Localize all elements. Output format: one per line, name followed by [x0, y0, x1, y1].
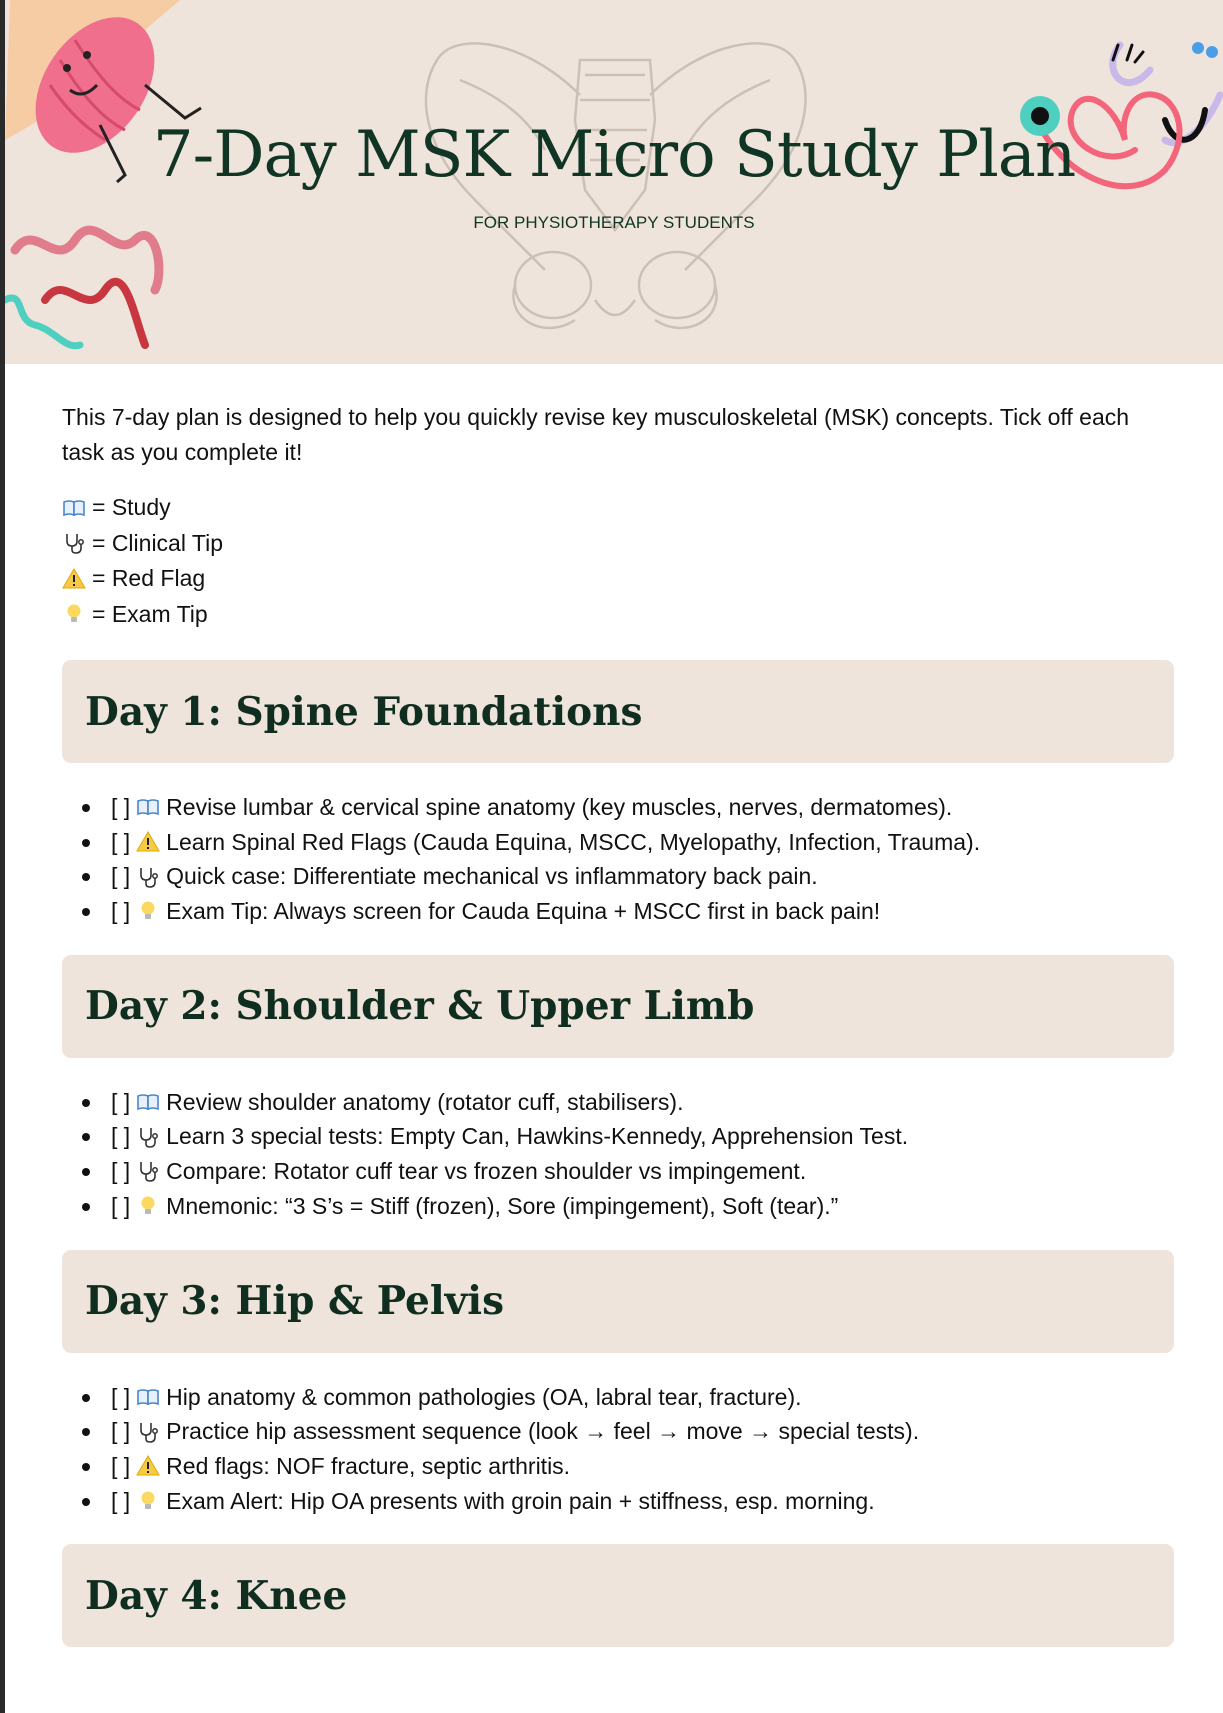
icon-legend: [62, 490, 1174, 632]
task-item: [62, 1414, 1174, 1449]
legend-label: = Red Flag: [92, 565, 206, 591]
task-checkbox[interactable]: [ ]: [111, 1158, 131, 1185]
day-4-header: [62, 1544, 1174, 1647]
task-checkbox[interactable]: [ ]: [111, 898, 131, 925]
task-text: Mnemonic: “3 S’s = Stiff (frozen), Sore (impingement), Soft (tear).”: [166, 1192, 839, 1219]
task-checkbox[interactable]: [ ]: [111, 1418, 131, 1445]
stethoscope-icon: [136, 865, 160, 889]
warning-icon: [136, 1454, 160, 1478]
task-checkbox[interactable]: [ ]: [111, 1383, 131, 1410]
legend-item-clinical-tip: [62, 526, 1174, 562]
warning-icon: [62, 567, 86, 591]
day-1-header: [62, 660, 1174, 763]
task-item: [62, 1380, 1174, 1415]
task-item: [62, 790, 1174, 825]
task-text: Exam Alert: Hip OA presents with groin pain + stiffness, esp. morning.: [166, 1487, 875, 1514]
day-1-task-list: [62, 790, 1174, 929]
task-text: Compare: Rotator cuff tear vs frozen shoulder vs impingement.: [166, 1158, 807, 1185]
page-subtitle: FOR PHYSIOTHERAPY STUDENTS: [473, 213, 755, 232]
legend-label: = Clinical Tip: [92, 529, 224, 556]
task-text: Exam Tip: Always screen for Cauda Equina + MSCC first in back pain!: [166, 898, 881, 925]
task-text: Revise lumbar & cervical spine anatomy (key muscles, nerves, dermatomes).: [166, 794, 953, 820]
day-title: Day 3: Hip & Pelvis: [85, 1278, 505, 1324]
task-item: [62, 894, 1174, 929]
task-checkbox[interactable]: [ ]: [111, 1192, 131, 1219]
header-banner: [5, 0, 1223, 364]
lightbulb-icon: [62, 602, 86, 626]
task-checkbox[interactable]: [ ]: [111, 1088, 131, 1115]
legend-item-exam-tip: [62, 597, 1174, 633]
task-text: Quick case: Differentiate mechanical vs inflammatory back pain.: [166, 863, 818, 890]
day-2-header: [62, 955, 1174, 1058]
book-icon: [136, 795, 160, 819]
stethoscope-icon: [136, 1125, 160, 1149]
intro-paragraph: This 7-day plan is designed to help you quickly revise key musculoskeletal (MSK) concepts. Tick off each task as you complete it!: [62, 404, 1130, 465]
task-text: Hip anatomy & common pathologies (OA, labral tear, fracture).: [166, 1383, 802, 1410]
task-item: [62, 1119, 1174, 1154]
task-checkbox[interactable]: [ ]: [111, 828, 131, 855]
task-item: [62, 1449, 1174, 1484]
day-title: Day 2: Shoulder & Upper Limb: [85, 983, 755, 1030]
stethoscope-icon: [62, 531, 86, 555]
task-item: [62, 859, 1174, 894]
legend-item-red-flag: [62, 561, 1174, 597]
document-body: [62, 400, 1174, 1647]
stethoscope-icon: [136, 1159, 160, 1183]
task-item: [62, 825, 1174, 860]
day-title: Day 1: Spine Foundations: [85, 688, 643, 735]
day-3-task-list: [62, 1380, 1174, 1519]
task-checkbox[interactable]: [ ]: [111, 863, 131, 890]
book-icon: [136, 1385, 160, 1409]
day-title: Day 4: Knee: [85, 1572, 348, 1619]
task-checkbox[interactable]: [ ]: [111, 1123, 131, 1150]
lightbulb-icon: [136, 1194, 160, 1218]
day-2-task-list: [62, 1085, 1174, 1224]
task-checkbox[interactable]: [ ]: [111, 794, 131, 820]
day-3-header: [62, 1250, 1174, 1353]
task-item: [62, 1484, 1174, 1519]
task-text: Review shoulder anatomy (rotator cuff, stabilisers).: [166, 1088, 684, 1115]
page-title: 7-Day MSK Micro Study Plan: [152, 118, 1076, 192]
task-item: [62, 1189, 1174, 1224]
task-item: [62, 1085, 1174, 1120]
book-icon: [136, 1090, 160, 1114]
legend-label: = Study: [92, 494, 171, 520]
book-icon: [62, 496, 86, 520]
warning-icon: [136, 830, 160, 854]
task-checkbox[interactable]: [ ]: [111, 1452, 131, 1479]
lightbulb-icon: [136, 1489, 160, 1513]
legend-label: = Exam Tip: [92, 600, 208, 627]
legend-item-study: [62, 490, 1174, 526]
lightbulb-icon: [136, 899, 160, 923]
task-text: Learn 3 special tests: Empty Can, Hawkins-Kennedy, Apprehension Test.: [166, 1123, 909, 1150]
task-item: [62, 1154, 1174, 1189]
task-text: Practice hip assessment sequence (look → feel → move → special tests).: [166, 1418, 920, 1445]
stethoscope-icon: [136, 1420, 160, 1444]
task-text: Learn Spinal Red Flags (Cauda Equina, MSCC, Myelopathy, Infection, Trauma).: [166, 828, 981, 855]
squiggle-decoration: [5, 230, 159, 346]
task-text: Red flags: NOF fracture, septic arthritis.: [166, 1452, 571, 1479]
task-checkbox[interactable]: [ ]: [111, 1487, 131, 1514]
